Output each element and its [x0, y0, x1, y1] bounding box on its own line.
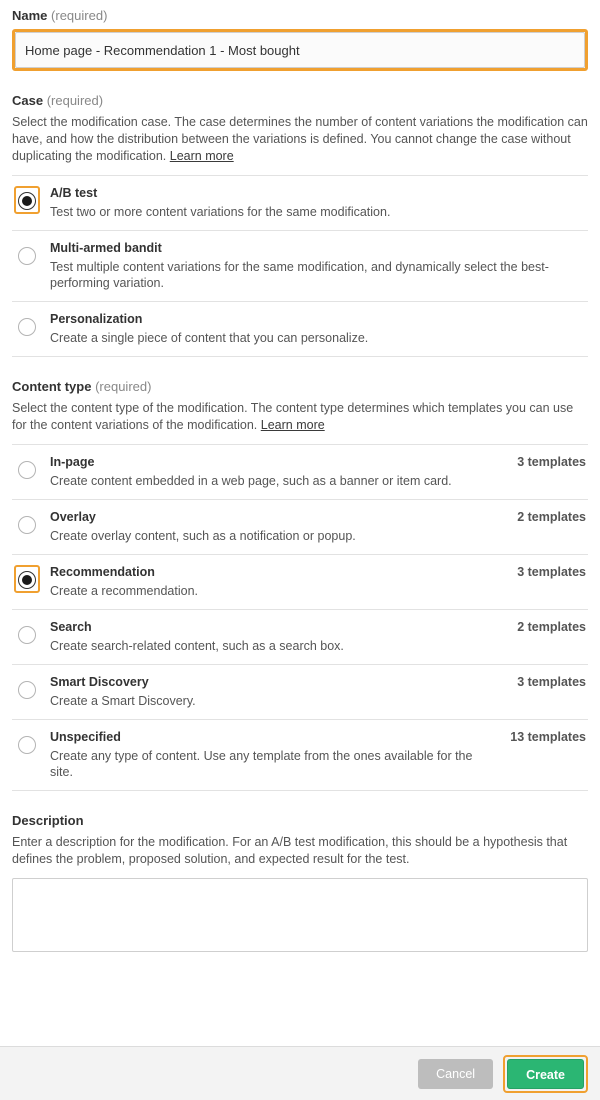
content-type-description-text: Select the content type of the modification. The content type determines which templates you can use for the content variations of the modification. — [12, 401, 574, 432]
content-type-option-search[interactable] — [12, 610, 588, 665]
content-type-radio-wrap-search — [14, 620, 40, 648]
case-description-text: Select the modification case. The case determines the number of content variations the modification can have, and how the distribution between the variations is defined. You cannot change the case without duplicating the modification. — [12, 115, 588, 163]
case-radio-highlight-ab-test — [14, 186, 40, 214]
content-type-option-title: Smart Discovery — [50, 675, 149, 689]
content-type-label-text: Content type — [12, 379, 92, 394]
name-input[interactable] — [15, 32, 585, 68]
content-type-section-description — [12, 400, 588, 434]
case-option-personalization[interactable] — [12, 302, 588, 357]
content-type-option-description: Create a Smart Discovery. — [50, 694, 196, 708]
content-type-option-title: Recommendation — [50, 565, 155, 579]
content-type-option-in-page[interactable] — [12, 445, 588, 500]
content-type-option-description: Create a recommendation. — [50, 584, 198, 598]
case-option-multi-armed-bandit[interactable] — [12, 231, 588, 302]
create-button-highlight — [503, 1055, 588, 1093]
content-type-option-unspecified[interactable] — [12, 720, 588, 791]
create-button[interactable]: Create — [507, 1059, 584, 1089]
content-type-option-title: Search — [50, 620, 92, 634]
case-option-description: Test two or more content variations for the same modification. — [50, 205, 391, 219]
case-option-title: A/B test — [50, 186, 98, 200]
case-option-text — [50, 186, 586, 220]
case-section-label — [12, 93, 588, 108]
radio-icon[interactable] — [18, 318, 36, 336]
cancel-button[interactable]: Cancel — [418, 1059, 493, 1089]
radio-icon[interactable] — [18, 571, 36, 589]
content-type-required-text: (required) — [95, 379, 152, 394]
content-type-template-count: 2 templates — [517, 620, 586, 634]
radio-icon[interactable] — [18, 192, 36, 210]
content-type-radio-wrap-unspecified — [14, 730, 40, 758]
content-type-option-title: Unspecified — [50, 730, 121, 744]
content-type-template-count: 3 templates — [517, 675, 586, 689]
case-option-text — [50, 241, 586, 291]
radio-icon[interactable] — [18, 736, 36, 754]
description-section-label: Description — [12, 813, 84, 828]
content-type-option-smart-discovery[interactable] — [12, 665, 588, 720]
case-radio-wrap-bandit — [14, 241, 40, 269]
description-section-description: Enter a description for the modification. For an A/B test modification, this should be a hypothesis that defines the problem, proposed solution, and expected result for the test. — [12, 835, 568, 866]
name-label-text: Name — [12, 8, 48, 23]
content-type-learn-more-link[interactable]: Learn more — [260, 418, 325, 432]
content-type-radio-wrap-smart-discovery — [14, 675, 40, 703]
name-input-highlight — [12, 29, 588, 71]
content-type-template-count: 2 templates — [517, 510, 586, 524]
case-option-ab-test[interactable] — [12, 176, 588, 231]
content-type-option-text — [50, 565, 497, 599]
case-option-title: Personalization — [50, 312, 143, 326]
content-type-option-text — [50, 620, 497, 654]
radio-icon[interactable] — [18, 247, 36, 265]
content-type-option-description: Create content embedded in a web page, such as a banner or item card. — [50, 474, 452, 488]
content-type-option-list — [12, 444, 588, 791]
bottom-spacer — [12, 955, 588, 963]
radio-icon[interactable] — [18, 626, 36, 644]
case-learn-more-link[interactable]: Learn more — [169, 149, 234, 163]
case-required-text: (required) — [46, 93, 104, 108]
content-type-radio-wrap-overlay — [14, 510, 40, 538]
radio-icon[interactable] — [18, 681, 36, 699]
content-type-radio-wrap-in-page — [14, 455, 40, 483]
case-option-description: Create a single piece of content that you can personalize. — [50, 331, 369, 345]
content-type-option-text — [50, 510, 497, 544]
name-field-label — [12, 8, 588, 23]
content-type-option-overlay[interactable] — [12, 500, 588, 555]
content-type-template-count: 3 templates — [517, 565, 586, 579]
description-textarea[interactable] — [12, 878, 588, 952]
content-type-option-text — [50, 675, 497, 709]
content-type-option-text — [50, 455, 497, 489]
content-type-section-label — [12, 379, 588, 394]
content-type-option-description: Create search-related content, such as a search box. — [50, 639, 344, 653]
content-type-option-title: Overlay — [50, 510, 96, 524]
content-type-template-count: 13 templates — [510, 730, 586, 744]
name-required-text: (required) — [51, 8, 108, 23]
content-type-option-text — [50, 730, 490, 780]
case-option-title: Multi-armed bandit — [50, 241, 162, 255]
case-label-text: Case — [12, 93, 44, 108]
content-type-option-description: Create overlay content, such as a notification or popup. — [50, 529, 356, 543]
content-type-option-title: In-page — [50, 455, 95, 469]
case-option-list — [12, 175, 588, 357]
content-type-option-description: Create any type of content. Use any template from the ones available for the site. — [50, 749, 473, 779]
content-type-option-recommendation[interactable] — [12, 555, 588, 610]
case-option-description: Test multiple content variations for the same modification, and dynamically select the best-performing variation. — [50, 260, 549, 290]
case-section-description — [12, 114, 588, 165]
radio-icon[interactable] — [18, 516, 36, 534]
form-footer — [0, 1046, 600, 1100]
content-type-radio-highlight-recommendation — [14, 565, 40, 593]
case-radio-wrap-personalization — [14, 312, 40, 340]
case-option-text — [50, 312, 586, 346]
content-type-template-count: 3 templates — [517, 455, 586, 469]
radio-icon[interactable] — [18, 461, 36, 479]
